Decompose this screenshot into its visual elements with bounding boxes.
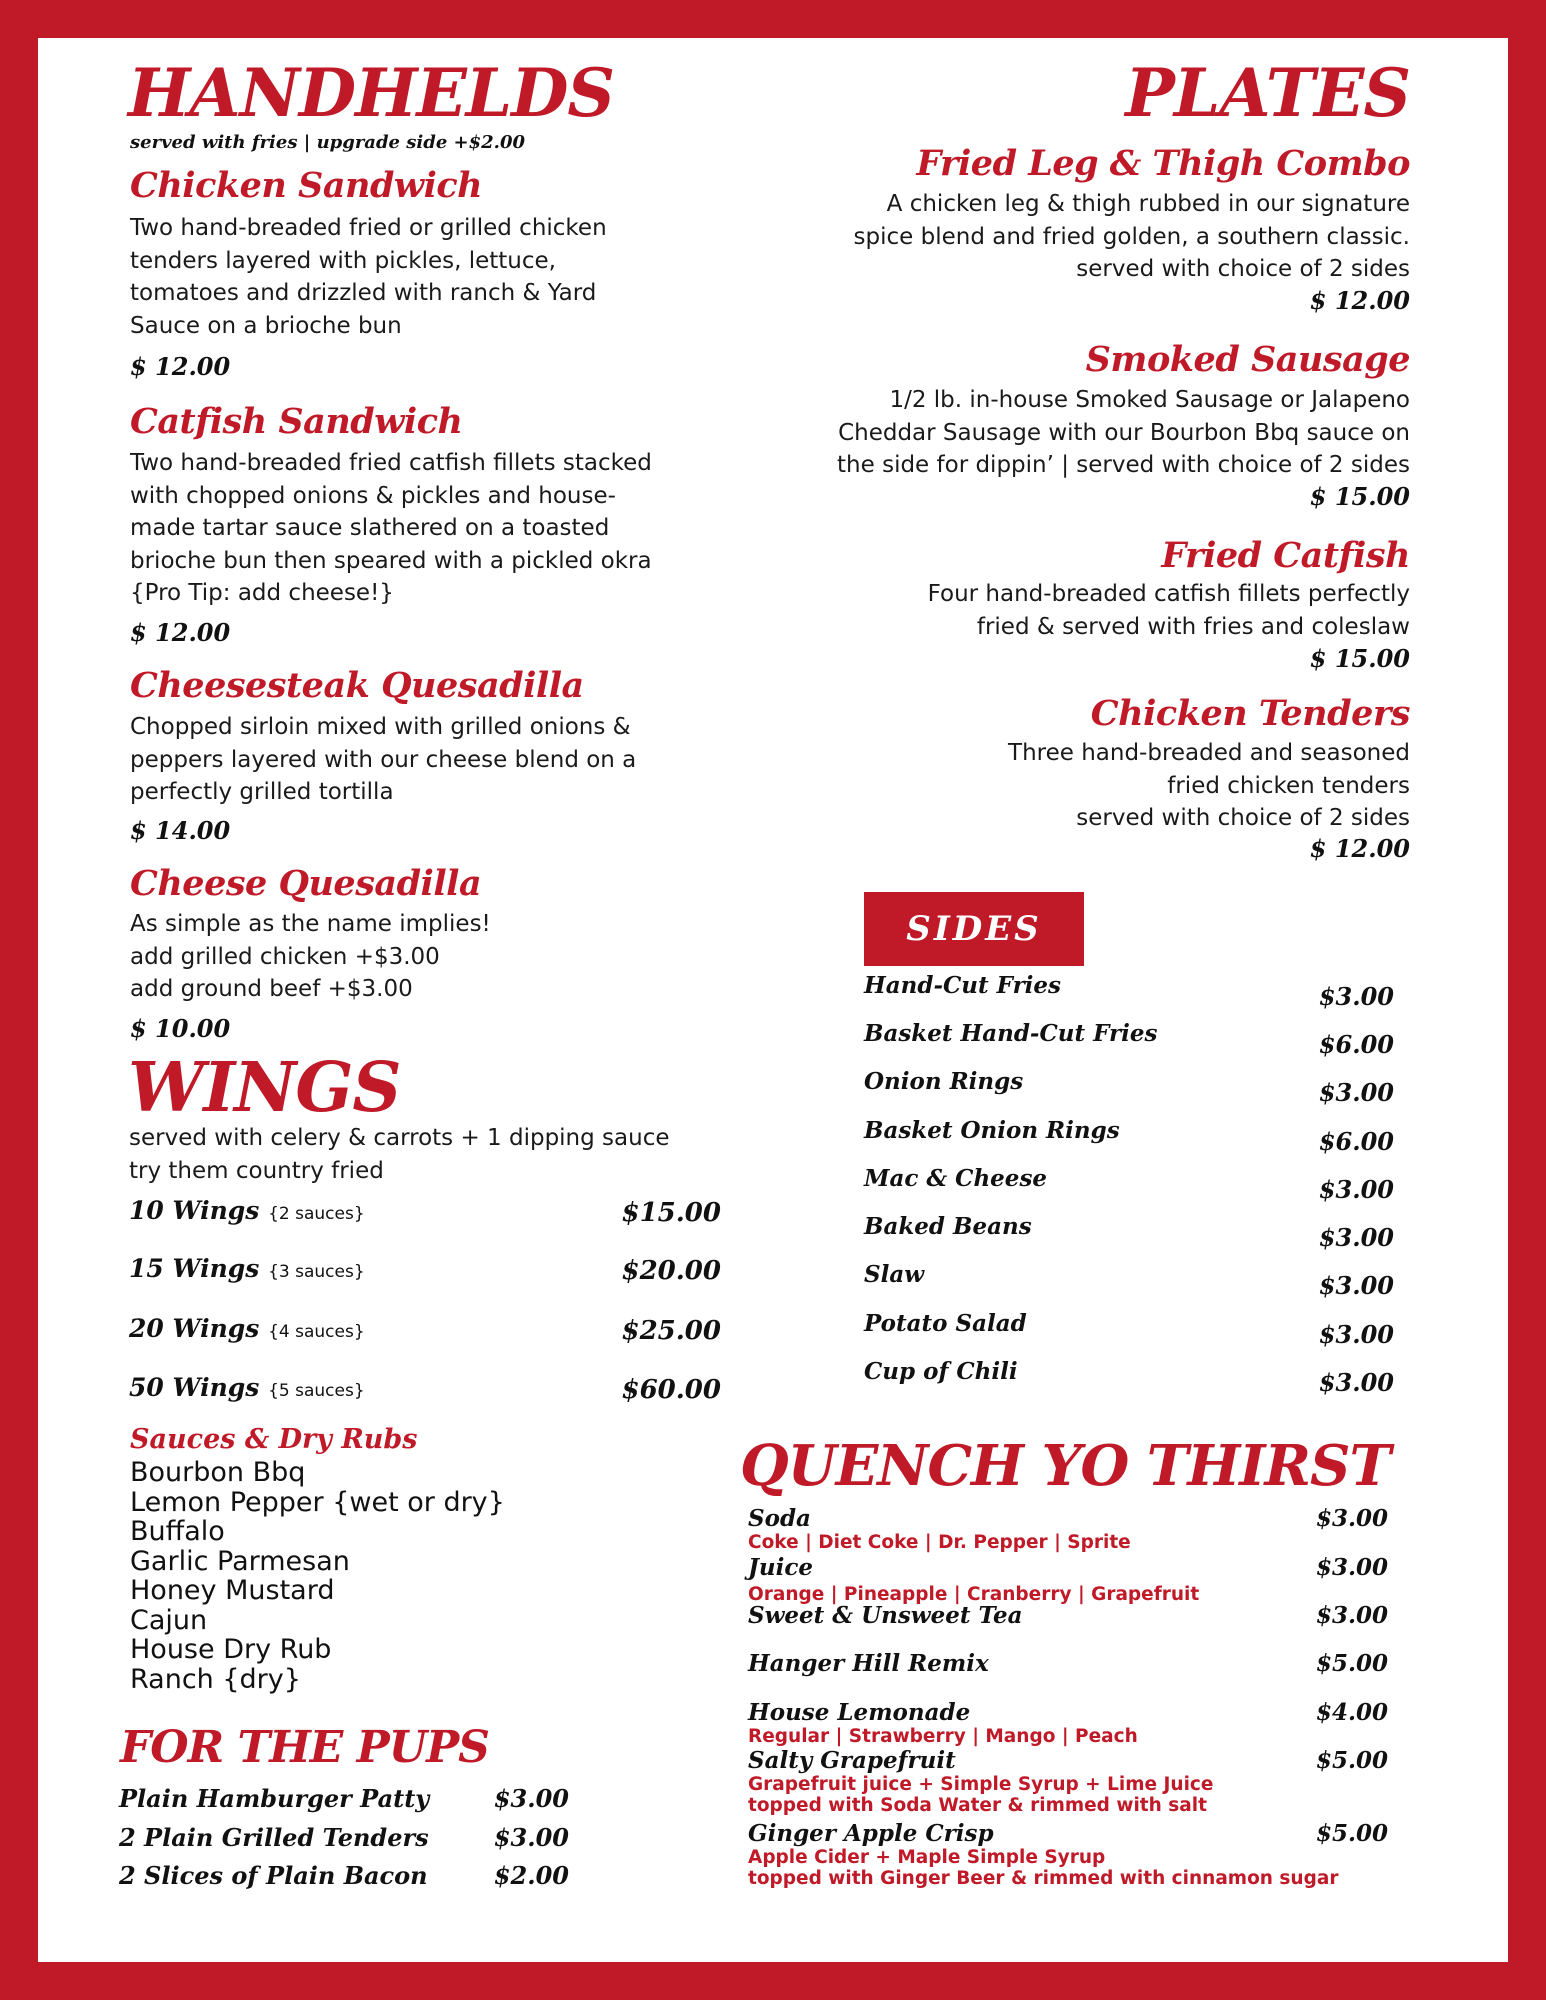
wing-row (129, 1196, 721, 1236)
desc-line: the side for dippin’ | served with choice of 2 sides (837, 452, 1410, 478)
wing-price: $20.00 (621, 1256, 721, 1286)
drink-options: Regular | Strawberry | Mango | Peach (748, 1726, 1138, 1747)
sauce-item: Ranch {dry} (130, 1663, 301, 1695)
side-name: Baked Beans (864, 1213, 1032, 1240)
desc-line: Chopped sirloin mixed with grilled onions & (130, 714, 631, 740)
item-description (130, 908, 770, 1006)
sauce-item: Lemon Pepper {wet or dry} (130, 1486, 505, 1518)
side-name: Cup of Chili (864, 1358, 1018, 1385)
sauce-item: Bourbon Bbq (130, 1457, 306, 1488)
desc-line: Four hand-breaded catfish fillets perfectly (927, 581, 1410, 607)
side-price: $3.00 (1318, 1078, 1394, 1107)
desc-line: served with celery & carrots + 1 dipping sauce (129, 1125, 670, 1151)
pup-item (119, 1823, 569, 1861)
desc-line: add ground beef +$3.00 (130, 976, 413, 1002)
desc-line: try them country fried (129, 1157, 384, 1184)
pup-price: $2.00 (493, 1861, 569, 1890)
pup-name: Plain Hamburger Patty (119, 1784, 430, 1813)
drinks-heading: QUENCH YO THIRST (740, 1433, 1391, 1499)
drink-price: $3.00 (1315, 1554, 1388, 1581)
item-title: Fried Catfish (1161, 535, 1410, 576)
plates-heading: PLATES (1125, 54, 1410, 132)
drink-price: $5.00 (1315, 1820, 1388, 1847)
wing-price: $15.00 (621, 1198, 721, 1228)
wing-name (129, 1196, 365, 1225)
side-price: $3.00 (1318, 982, 1394, 1011)
wing-count: 50 Wings (129, 1373, 260, 1402)
item-description (750, 384, 1410, 482)
drink-options: Coke | Diet Coke | Dr. Pepper | Sprite (748, 1532, 1131, 1553)
sauce-item: Garlic Parmesan (130, 1545, 350, 1577)
desc-line: made tartar sauce slathered on a toasted (130, 515, 610, 541)
desc-line: Three hand-breaded and seasoned (1008, 740, 1410, 766)
drink-price: $4.00 (1315, 1699, 1388, 1726)
side-name: Mac & Cheese (864, 1165, 1048, 1192)
item-title: Cheese Quesadilla (130, 863, 482, 904)
item-price: $ 12.00 (1309, 286, 1410, 315)
side-item (864, 972, 1394, 1012)
pup-name: 2 Plain Grilled Tenders (119, 1823, 429, 1852)
desc-line: add grilled chicken +$3.00 (130, 943, 440, 970)
item-price: $ 15.00 (1309, 482, 1410, 511)
wing-row (129, 1373, 721, 1413)
drink-item (748, 1506, 1388, 1553)
sauces-heading: Sauces & Dry Rubs (130, 1424, 418, 1455)
drink-price: $3.00 (1315, 1505, 1388, 1532)
side-name: Hand-Cut Fries (864, 972, 1062, 999)
side-name: Slaw (864, 1261, 925, 1288)
drink-item (748, 1748, 1388, 1816)
side-name: Basket Hand-Cut Fries (864, 1020, 1158, 1047)
drink-name: Juice (748, 1554, 813, 1581)
drink-name: Sweet & Unsweet Tea (748, 1602, 1023, 1629)
sauce-item: Honey Mustard (130, 1575, 335, 1606)
wing-row (129, 1314, 721, 1354)
wing-price: $60.00 (621, 1375, 721, 1405)
drink-item (748, 1651, 1388, 1677)
sides-heading: SIDES (864, 892, 1084, 966)
wing-name (129, 1314, 365, 1343)
pup-price: $3.00 (493, 1823, 569, 1852)
sauce-item: Cajun (130, 1604, 208, 1636)
side-price: $3.00 (1318, 1320, 1394, 1349)
side-item (864, 1310, 1394, 1350)
drink-name: Soda (748, 1505, 811, 1532)
desc-line: {Pro Tip: add cheese!} (130, 580, 394, 606)
side-item (864, 1213, 1394, 1253)
item-price: $ 14.00 (130, 816, 231, 845)
drink-options: Grapefruit juice + Simple Syrup + Lime Juice (748, 1774, 1214, 1795)
wing-count: 20 Wings (129, 1314, 260, 1343)
item-price: $ 12.00 (130, 352, 231, 381)
desc-line: A chicken leg & thigh rubbed in our signature (886, 191, 1410, 217)
item-price: $ 10.00 (130, 1014, 231, 1043)
desc-line: fried & served with fries and coleslaw (976, 613, 1410, 640)
desc-line: peppers layered with our cheese blend on a (130, 746, 637, 773)
side-price: $3.00 (1318, 1271, 1394, 1300)
wing-sauce-note: {3 sauces} (268, 1262, 365, 1282)
side-item (864, 1165, 1394, 1205)
side-price: $3.00 (1318, 1175, 1394, 1204)
side-price: $3.00 (1318, 1223, 1394, 1252)
side-item (864, 1117, 1394, 1157)
handhelds-heading: HANDHELDS (128, 54, 615, 132)
handhelds-subtitle: served with fries | upgrade side +$2.00 (130, 132, 525, 153)
pup-item (119, 1861, 569, 1899)
wing-count: 15 Wings (129, 1254, 260, 1283)
desc-line: with chopped onions & pickles and house- (130, 482, 616, 509)
sauce-item: Buffalo (130, 1516, 225, 1547)
desc-line: served with choice of 2 sides (1076, 805, 1410, 831)
desc-line: Sauce on a brioche bun (130, 312, 402, 339)
desc-line: Cheddar Sausage with our Bourbon Bbq sauce on (838, 419, 1410, 446)
pup-name: 2 Slices of Plain Bacon (119, 1861, 428, 1890)
item-description (130, 711, 770, 809)
pup-price: $3.00 (493, 1784, 569, 1813)
drink-price: $5.00 (1315, 1747, 1388, 1774)
item-title: Fried Leg & Thigh Combo (916, 143, 1410, 184)
desc-line: fried chicken tenders (1167, 772, 1410, 799)
drink-options: Apple Cider + Maple Simple Syrup (748, 1847, 1106, 1868)
menu-page (38, 38, 1508, 1962)
item-description (750, 188, 1410, 286)
wing-sauce-note: {5 sauces} (268, 1381, 365, 1401)
item-price: $ 12.00 (1309, 834, 1410, 863)
side-name: Potato Salad (864, 1310, 1027, 1337)
side-item (864, 1358, 1394, 1398)
side-price: $3.00 (1318, 1368, 1394, 1397)
sauces-list (130, 1458, 630, 1694)
desc-line: 1/2 lb. in-house Smoked Sausage or Jalapeno (889, 387, 1410, 413)
desc-line: served with choice of 2 sides (1076, 256, 1410, 282)
wings-description (129, 1122, 769, 1187)
desc-line: tomatoes and drizzled with ranch & Yard (130, 280, 597, 306)
drink-price: $3.00 (1315, 1602, 1388, 1629)
drink-name: Salty Grapefruit (748, 1747, 956, 1774)
side-item (864, 1068, 1394, 1108)
desc-line: As simple as the name implies! (130, 911, 491, 937)
item-title: Chicken Tenders (1090, 693, 1410, 734)
wing-row (129, 1254, 721, 1294)
drink-name: Hanger Hill Remix (748, 1650, 989, 1677)
wing-sauce-note: {2 sauces} (268, 1204, 365, 1224)
drink-price: $5.00 (1315, 1650, 1388, 1677)
drink-options: Orange | Pineapple | Cranberry | Grapefruit (748, 1584, 1200, 1605)
drink-options: topped with Soda Water & rimmed with salt (748, 1795, 1207, 1816)
sauce-item: House Dry Rub (130, 1634, 332, 1665)
pup-item (119, 1784, 569, 1822)
wing-price: $25.00 (621, 1316, 721, 1346)
item-title: Catfish Sandwich (130, 401, 463, 442)
item-title: Cheesesteak Quesadilla (130, 665, 584, 706)
pups-heading: FOR THE PUPS (120, 1722, 489, 1773)
item-description (130, 212, 770, 342)
drink-name: House Lemonade (748, 1699, 971, 1726)
item-title: Smoked Sausage (1085, 339, 1410, 380)
wing-count: 10 Wings (129, 1196, 260, 1225)
desc-line: spice blend and fried golden, a southern classic. (853, 223, 1410, 250)
desc-line: brioche bun then speared with a pickled okra (130, 547, 652, 574)
item-description (750, 578, 1410, 643)
item-price: $ 12.00 (130, 618, 231, 647)
drink-item (748, 1555, 1388, 1605)
side-name: Basket Onion Rings (864, 1117, 1120, 1144)
drink-item (748, 1603, 1388, 1629)
desc-line: Two hand-breaded fried catfish fillets stacked (130, 450, 652, 476)
side-name: Onion Rings (864, 1068, 1024, 1095)
wing-name (129, 1254, 365, 1283)
item-description (750, 737, 1410, 835)
item-title: Chicken Sandwich (130, 165, 483, 206)
wings-heading: WINGS (128, 1048, 401, 1128)
desc-line: Two hand-breaded fried or grilled chicken (130, 215, 607, 241)
item-description (130, 447, 770, 610)
desc-line: tenders layered with pickles, lettuce, (130, 247, 556, 274)
wing-sauce-note: {4 sauces} (268, 1322, 365, 1342)
side-price: $6.00 (1318, 1127, 1394, 1156)
side-price: $6.00 (1318, 1030, 1394, 1059)
drink-item (748, 1821, 1388, 1889)
item-price: $ 15.00 (1309, 644, 1410, 673)
wing-name (129, 1373, 365, 1402)
drink-item (748, 1700, 1388, 1747)
drink-options: topped with Ginger Beer & rimmed with cinnamon sugar (748, 1868, 1339, 1889)
side-item (864, 1261, 1394, 1301)
desc-line: perfectly grilled tortilla (130, 779, 394, 805)
drink-name: Ginger Apple Crisp (748, 1820, 994, 1847)
side-item (864, 1020, 1394, 1060)
